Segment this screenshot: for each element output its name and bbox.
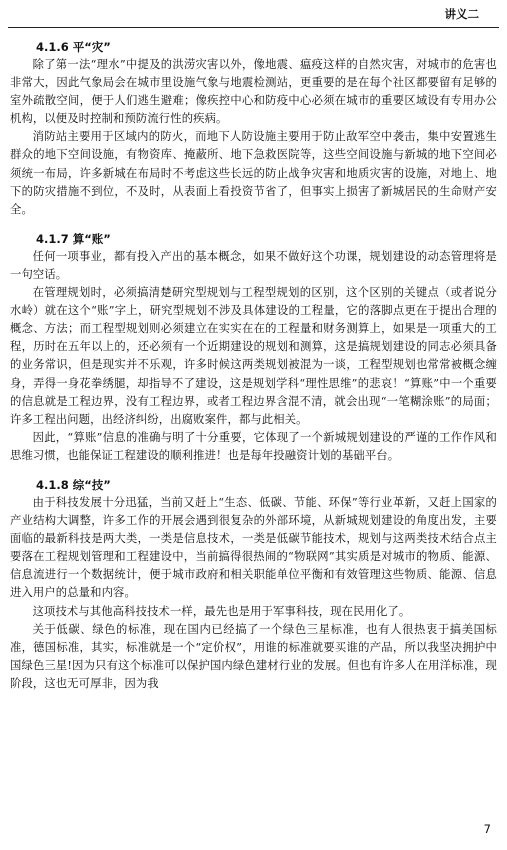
paragraph: 关于低碳、绿色的标准，现在国内已经搞了一个绿色三星标准，也有人很热衷于搞美国标准，德国标准，其实，标准就是一个“定价权”，用谁的标准就要买谁的产品，所以我坚决拥护中国绿色三星!因为只有这个标准可以保护国内绿色建材行业的发展。但也有许多人在用洋标准，现阶段，这也无可厚非，因为我 [10,622,497,690]
page-body [10,36,497,693]
running-header: 讲义二 [444,7,479,21]
header-divider [8,27,499,28]
section-heading-4-1-8: 4.1.8 综“技” [36,477,111,492]
section-heading-4-1-6: 4.1.6 平“灾” [36,40,111,54]
paragraph: 在管理规划时，必须搞清楚研究型规划与工程型规划的区别，这个区别的关键点（或者说分水岭）就在这个“账”字上，研究型规划不涉及具体建设的工程量，它的落脚点更在于提出合理的概念、方法；而工程型规划则必须建立在实实在在的工程量和财务测算上，如果是一项重大的工程，历时在五年以上的，还必须有一个近期建设的规划和测算，这是搞规划建设的同志必须具备的业务常识，但是现实并不乐观，许多时候这两类规划被混为一谈，工程型规划也常常被概念缠身，弄得一身花拳绣腿，却指导不了建设，这是规划学科“理性思维”的悲哀！“算账”中一个重要的信息就是工程边界，没有工程边界，或者工程边界含混不清，就会出现“一笔糊涂账”的局面；许多工程出问题，出经济纠纷，出腐败案件，都与此相关。 [10,286,497,426]
section-gap [10,219,497,228]
section-heading-4-1-7: 4.1.7 算“账” [36,231,111,246]
page-number: 7 [483,822,491,836]
section-gap [10,465,497,474]
paragraph: 这项技术与其他高科技技术一样，最先也是用于军事科技，现在民用化了。 [32,604,411,618]
paragraph: 除了第一法“理水”中提及的洪涝灾害以外，像地震、瘟疫这样的自然灾害，对城市的危害也非常大，因此气象局会在城市里设施气象与地震检测站，更重要的是在每个社区都要留有足够的室外疏散空间，便于人们逃生避难；像疾控中心和防疫中心必须在城市的重要区域设有专用办公机构，以便及时控制和预防流行性的疾病。 [10,58,497,126]
paragraph: 消防站主要用于区域内的防火，而地下人防设施主要用于防止敌军空中袭击，集中安置逃生群众的地下空间设施，有物资库、掩蔽所、地下急救医院等，这些空间设施与新城的地下空间必须统一布局，许多新城在布局时不考虑这些长远的防止战争灾害和地质灾害的设施，对地上、地下的防灾措施不到位，不及时，从表面上看投资节省了，但事实上损害了新城居民的生命财产安全。 [10,130,497,216]
paragraph: 因此，“算账”信息的准确与明了十分重要，它体现了一个新城规划建设的严谨的工作作风和思维习惯，也能保证工程建设的顺利推进！也是每年投融资计划的基础平台。 [10,430,497,462]
paragraph: 任何一项事业，都有投入产出的基本概念，如果不做好这个功课，规划建设的动态管理将是一句空话。 [10,249,497,281]
paragraph: 由于科技发展十分迅猛，当前又赶上“生态、低碳、节能、环保”等行业革新，又赶上国家的产业结构大调整，许多工作的开展会遇到很复杂的外部环境，从新城规划建设的角度出发，主要面临的最新科技是两大类，一类是信息技术，一类是低碳节能技术，规划与这两类技术结合点主要落在工程规划管理和工程建设中，当前搞得很热闹的“物联网”其实质是对城市的物质、能源、信息流进行一个数据统计，便于城市政府和相关职能单位平衡和有效管理这些物质、能源、信息进入用户的总量和内容。 [10,495,497,600]
